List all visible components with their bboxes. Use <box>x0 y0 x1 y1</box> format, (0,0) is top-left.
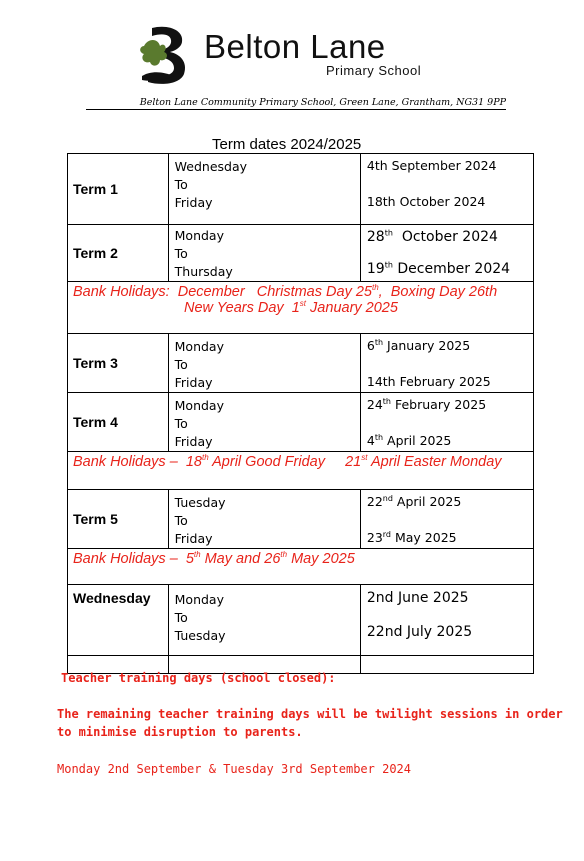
term-dates <box>360 490 533 549</box>
day-start: Monday <box>174 339 224 354</box>
term-days <box>168 225 360 282</box>
day-to: To <box>174 513 188 528</box>
day-end: Thursday <box>174 264 233 279</box>
twilight-note-line: The remaining teacher training days will be twilight sessions in order <box>57 707 563 721</box>
table-row <box>68 154 534 225</box>
day-end: Friday <box>174 375 213 390</box>
term-label: Term 3 <box>68 334 169 393</box>
table-row <box>68 334 534 393</box>
school-logo-icon <box>138 24 194 86</box>
twilight-note-line: to minimise disruption to parents. <box>57 725 303 739</box>
date-end: 18th October 2024 <box>366 194 486 209</box>
term-dates <box>360 585 533 656</box>
term-days <box>168 490 360 549</box>
bank-holiday-line: New Years Day 1st January 2025 <box>184 299 398 316</box>
table-row <box>68 393 534 452</box>
term-days <box>168 334 360 393</box>
training-days-heading: Teacher training days (school closed): <box>61 671 336 685</box>
term-label: Term 2 <box>68 225 169 282</box>
bank-holiday-line: Bank Holidays – 18th April Good Friday 21st April Easter Monday <box>68 452 534 490</box>
date-end: 23rd May 2025 <box>366 529 457 545</box>
day-end: Friday <box>174 531 213 546</box>
day-start: Monday <box>174 592 224 607</box>
table-row <box>68 225 534 282</box>
school-name: Belton Lane <box>204 28 386 65</box>
date-start: 6th January 2025 <box>366 337 471 353</box>
term-dates <box>360 393 533 452</box>
date-start: 24th February 2025 <box>366 396 487 412</box>
term-label: Term 1 <box>68 154 169 225</box>
date-end: 14th February 2025 <box>366 374 491 389</box>
day-to: To <box>174 246 188 261</box>
bank-holiday-row <box>68 452 534 490</box>
date-end: 4th April 2025 <box>366 432 452 448</box>
school-address: Belton Lane Community Primary School, Green Lane, Grantham, NG31 9PP <box>86 97 506 110</box>
date-start: 22nd April 2025 <box>366 493 462 509</box>
day-to: To <box>174 177 188 192</box>
day-to: To <box>174 357 188 372</box>
table-row <box>68 490 534 549</box>
page-title: Term dates 2024/2025 <box>212 136 362 153</box>
date-start: 28th October 2024 <box>366 228 498 245</box>
day-start: Monday <box>174 228 224 243</box>
bank-holiday-row <box>68 549 534 585</box>
term-days <box>168 154 360 225</box>
date-start: 2nd June 2025 <box>366 590 469 606</box>
date-start: 4th September 2024 <box>366 158 497 173</box>
term-dates-table <box>67 153 534 674</box>
day-to: To <box>174 610 188 625</box>
day-end: Friday <box>174 195 213 210</box>
term-label: Term 5 <box>68 490 169 549</box>
date-end: 19th December 2024 <box>366 260 511 277</box>
term-label: Wednesday <box>68 585 169 656</box>
term-label: Term 4 <box>68 393 169 452</box>
term-days <box>168 393 360 452</box>
school-subtitle: Primary School <box>326 63 422 78</box>
day-end: Friday <box>174 434 213 449</box>
table-row <box>68 585 534 656</box>
term-dates <box>360 225 533 282</box>
term-days <box>168 585 360 656</box>
training-dates: Monday 2nd September & Tuesday 3rd September 2024 <box>57 762 412 776</box>
bank-holiday-line: Bank Holidays – 5th May and 26th May 2025 <box>68 549 534 585</box>
day-start: Wednesday <box>174 159 248 174</box>
day-start: Monday <box>174 398 224 413</box>
day-to: To <box>174 416 188 431</box>
date-end: 22nd July 2025 <box>366 624 473 640</box>
day-start: Tuesday <box>174 495 226 510</box>
term-dates <box>360 154 533 225</box>
day-end: Tuesday <box>174 628 226 643</box>
bank-holiday-line: Bank Holidays: December Christmas Day 25th, Boxing Day 26th <box>73 283 498 300</box>
term-dates <box>360 334 533 393</box>
bank-holiday-row <box>68 282 534 334</box>
